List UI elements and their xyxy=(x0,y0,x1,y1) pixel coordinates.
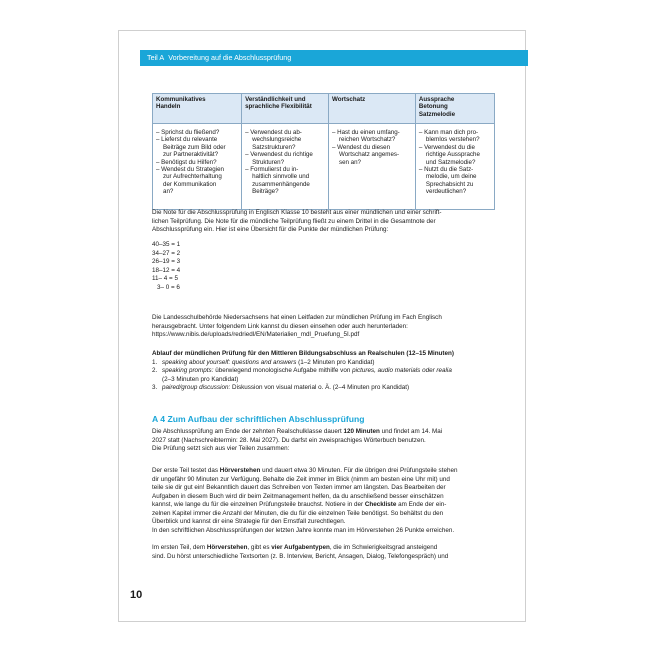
note-paragraph xyxy=(152,209,502,235)
paragraph-line xyxy=(152,484,502,493)
body-text: 2027 statt (Nachschreibtermin: 28. Mai 2027). Du darfst ein zweisprachiges Wörterbuch benutzen. xyxy=(152,436,426,444)
grade-scale-list xyxy=(152,241,502,292)
landesschul-paragraph xyxy=(152,314,502,340)
table-column-header xyxy=(415,94,494,124)
list-number: 3. xyxy=(152,384,158,391)
criterion-line: Satzstrukturen? xyxy=(252,143,296,151)
paragraph-line xyxy=(152,518,502,527)
header-part: Teil A xyxy=(147,53,165,62)
grade-item: 11– 4 = 5 xyxy=(152,275,178,282)
list-item-text: pictures, audio materials oder realia xyxy=(352,367,452,374)
body-text: , die im Schwierigkeitsgrad ansteigend xyxy=(329,544,438,551)
body-text: kannst, wie lange du für die einzelnen Prüfungsteile brauchst. Notiere in der xyxy=(152,501,365,508)
criterion-line: – Verwendest du richtige xyxy=(245,151,313,159)
paragraph-line xyxy=(152,445,502,454)
body-text: am Ende der ein- xyxy=(396,501,447,508)
table-cell xyxy=(153,124,242,210)
criterion-line: – Verwendest du ab- xyxy=(245,129,302,136)
body-text: und dauert etwa 30 Minuten. Für die übrigen drei Prüfungsteile stehen xyxy=(260,467,458,474)
column-header-line: Handeln xyxy=(156,103,181,111)
column-header-line: sprachliche Flexibilität xyxy=(245,103,312,111)
column-header-line: Aussprache xyxy=(418,96,455,103)
criterion-line: reichen Wortschatz? xyxy=(338,136,396,144)
section-header-bar xyxy=(140,50,528,66)
table-row xyxy=(153,124,495,210)
criterion-line: Wortschatz angemes- xyxy=(338,151,400,159)
grade-item: 18–12 = 4 xyxy=(152,266,181,274)
table-cell xyxy=(242,124,329,210)
paragraph-line xyxy=(152,527,502,536)
ablauf-section xyxy=(152,350,502,393)
criterion-line: wechslungsreiche xyxy=(252,136,302,144)
criterion-line: Strukturen? xyxy=(252,158,285,166)
criterion-line: – Hast du einen umfang- xyxy=(331,129,400,136)
criterion-line: zur Partneraktivität? xyxy=(163,151,219,159)
criterion-line: – Benötigst du Hilfen? xyxy=(156,158,217,166)
emphasis-text: Hörverstehen xyxy=(219,467,261,474)
grade-item: 34–27 = 2 xyxy=(152,249,181,257)
table-cell xyxy=(328,124,415,210)
criterion-line: – Wendest du Strategien xyxy=(156,166,224,174)
a4-paragraph-3 xyxy=(152,544,502,561)
criterion-line: blemlos verstehen? xyxy=(425,136,480,144)
grade-item: 3– 0 = 6 xyxy=(157,283,180,291)
paragraph-line: Die Note für die Abschlussprüfung in Englisch Klasse 10 besteht aus einer mündlichen und einer schrift- xyxy=(152,209,442,216)
list-number: 2. xyxy=(152,367,158,374)
ablauf-list xyxy=(152,359,502,393)
criterion-line: – Lieferst du relevante xyxy=(156,136,218,144)
criterion-line: – Sprichst du fließend? xyxy=(156,129,220,136)
criterion-line: – Kann man dich pro- xyxy=(418,129,479,136)
list-item-continuation: (2–3 Minuten pro Kandidat) xyxy=(162,375,239,383)
criterion-line: Beiträge zum Bild oder xyxy=(163,143,226,151)
grade-item: 26–19 = 3 xyxy=(152,258,181,265)
criterion-line: sen an? xyxy=(338,158,362,166)
criterion-line: – Wendest du diesen xyxy=(331,143,391,151)
paragraph-line xyxy=(152,501,502,510)
criterion-line: Beiträge? xyxy=(252,188,279,196)
column-header-line: Wortschatz xyxy=(331,96,366,103)
table-column-header xyxy=(242,94,329,124)
body-text: zelnen Kapitel immer die Anzahl der Minuten, die du für die einzelnen Teile benötigst. So behältst du den xyxy=(152,509,444,517)
table-column-header xyxy=(153,94,242,124)
paragraph-line xyxy=(152,553,502,562)
table-cell xyxy=(415,124,494,210)
paragraph-line xyxy=(152,476,502,485)
list-item xyxy=(152,384,502,393)
criterion-line: verdeutlichen? xyxy=(425,188,467,196)
list-item-text: speaking about yourself: questions and answers xyxy=(162,358,297,366)
paragraph-line xyxy=(152,467,502,476)
list-item xyxy=(152,359,502,368)
criterion-line: zur Aufrechterhaltung xyxy=(163,173,222,181)
section-a4-heading: A 4 Zum Aufbau der schriftlichen Abschlussprüfung xyxy=(152,414,365,424)
emphasis-text: Hörverstehen xyxy=(206,544,248,551)
body-text: Die Abschlussprüfung am Ende der zehnten Realschulklasse dauert xyxy=(152,428,344,435)
list-item-text: (1–2 Minuten pro Kandidat) xyxy=(296,358,375,366)
criterion-line: melodie, um deine xyxy=(425,173,477,181)
emphasis-text: Checkliste xyxy=(364,501,397,508)
paragraph-line xyxy=(152,510,502,519)
criterion-line: der Kommunikation xyxy=(163,180,217,188)
assessment-criteria-table xyxy=(152,93,495,210)
body-text: sind. Du hörst unterschiedliche Textsorten (z. B. Interview, Bericht, Ansagen, Dialog, Telefongespräch) und xyxy=(152,552,449,560)
body-text: Die Prüfung setzt sich aus vier Teilen zusammen: xyxy=(152,445,290,452)
criterion-line: zusammenhängende xyxy=(252,180,310,188)
a4-paragraph-1 xyxy=(152,428,502,454)
body-text: , gibt es xyxy=(247,544,272,551)
list-item-text: Diskussion von visual material o. Ä. (2–4 Minuten pro Kandidat) xyxy=(230,384,410,391)
body-text: Der erste Teil testet das xyxy=(152,467,220,474)
list-item xyxy=(152,367,502,376)
column-header-line: Satzmelodie xyxy=(418,110,456,118)
header-title: Vorbereitung auf die Abschlussprüfung xyxy=(168,53,292,62)
column-header-line: Verständlichkeit und xyxy=(245,96,306,103)
table-header-row xyxy=(153,94,495,124)
paragraph-line: Abschlussprüfung ein. Hier ist eine Übersicht für die Punkte der mündlichen Prüfung: xyxy=(152,226,389,233)
paragraph-line xyxy=(152,437,502,446)
column-header-line: Kommunikatives xyxy=(156,96,206,103)
paragraph-line xyxy=(152,493,502,502)
criterion-line: richtige Aussprache xyxy=(425,151,480,159)
criterion-line: und Satzmelodie? xyxy=(425,158,476,166)
table-column-header xyxy=(328,94,415,124)
emphasis-text: 120 Minuten xyxy=(343,428,380,435)
criterion-line: – Nutzt du die Satz- xyxy=(418,166,474,174)
body-text: In den schriftlichen Abschlussprüfungen der letzten Jahre konnte man im Hörverstehen 26 Punkte erreichen. xyxy=(152,526,455,534)
emphasis-text: vier Aufgabentypen xyxy=(271,544,330,551)
paragraph-line xyxy=(152,544,502,553)
criterion-line: – Verwendest du die xyxy=(418,143,475,151)
body-text: Aufgaben in diesem Buch wird dir beim Zeitmanagement helfen, da du anschließend besser einschätzen xyxy=(152,492,444,500)
criterion-line: an? xyxy=(163,188,174,196)
criterion-line: – Formulierst du in- xyxy=(245,166,299,174)
body-text: Im ersten Teil, dem xyxy=(152,544,207,551)
body-text: und findet am 14. Mai xyxy=(379,428,443,435)
body-text: dir ungefähr 90 Minuten zur Verfügung. Behalte die Zeit immer im Blick (nimm am besten eine Uhr mit) und xyxy=(152,475,450,483)
paragraph-line: lichen Teilprüfung. Die Note für die mündliche Teilprüfung fließt zu einem Drittel in die Gesamtnote der xyxy=(152,217,436,225)
grade-item: 40–35 = 1 xyxy=(152,241,181,248)
a4-paragraph-2 xyxy=(152,467,502,535)
criterion-line: haltlich sinnvolle und xyxy=(252,173,310,181)
page-number: 10 xyxy=(130,589,143,601)
column-header-line: Betonung xyxy=(418,103,448,111)
body-text: teile sie dir gut ein! Bekanntlich dauert das Schreiben von Texten immer am längsten. Das Bearbeiten der xyxy=(152,484,446,491)
ablauf-heading: Ablauf der mündlichen Prüfung für den Mittleren Bildungsabschluss an Realschulen (12–15 Minuten) xyxy=(152,350,454,357)
list-item-text: paired/group discussion: xyxy=(162,384,231,391)
body-text: Überblick und kannst dir eine Strategie für den Ernstfall zurechtlegen. xyxy=(152,518,346,525)
paragraph-line xyxy=(152,428,502,437)
list-item-text: speaking prompts: xyxy=(162,367,214,374)
resource-link[interactable]: https://www.nibis.de/uploads/redriedl/EN/Materialien_mdl_Pruefung_5I.pdf xyxy=(152,331,360,338)
criterion-line: Sprechabsicht zu xyxy=(425,180,474,188)
list-item-text: überwiegend monologische Aufgabe mithilfe von xyxy=(213,367,353,374)
paragraph-line: Die Landesschulbehörde Niedersachsens hat einen Leitfaden zur mündlichen Prüfung im Fach Englisch xyxy=(152,314,442,321)
paragraph-line: herausgebracht. Unter folgendem Link kannst du diesen einsehen oder auch herunterladen: xyxy=(152,322,408,330)
list-number: 1. xyxy=(152,358,158,366)
